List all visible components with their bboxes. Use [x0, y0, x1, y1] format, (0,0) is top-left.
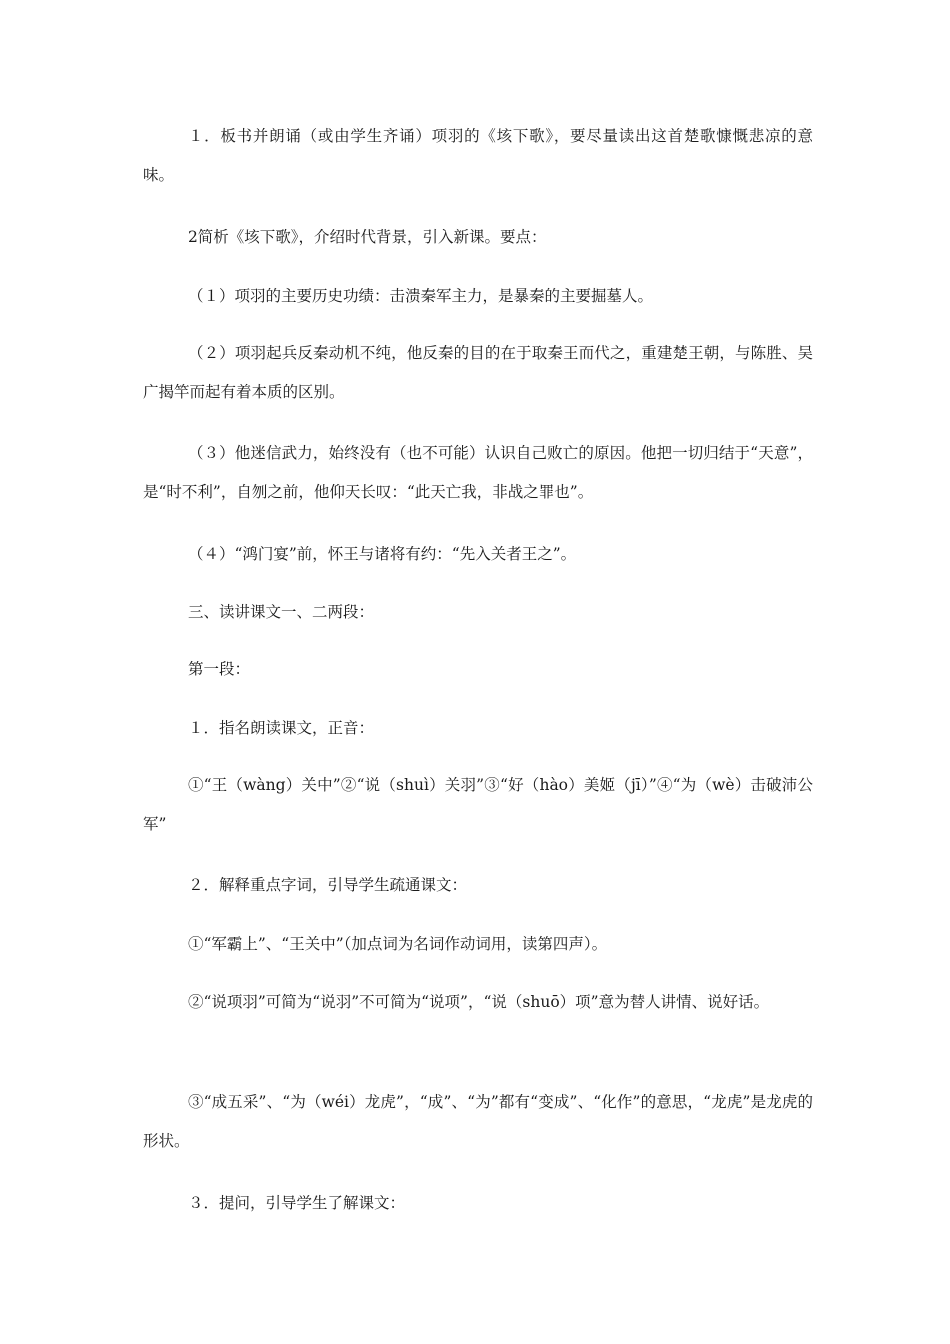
paragraph-4: （２）项羽起兵反秦动机不纯，他反秦的目的在于取秦王而代之，重建楚王朝，与陈胜、吴广揭竿而起有着本质的区别。 [143, 344, 813, 401]
paragraph-15: ３．提问，引导学生了解课文： [187, 1194, 405, 1212]
paragraph-10: ①“王（wàng）关中”②“说（shuì）关羽”③“好（hào）美姬（jī）”④“为（wè）击破沛公军” [143, 776, 813, 833]
paragraph-13: ②“说项羽”可简为“说羽”不可简为“说项”，“说（shuō）项”意为替人讲情、说好话。 [187, 993, 770, 1011]
subsection-heading: 第一段： [187, 660, 250, 678]
paragraph-6: （４）“鸿门宴”前，怀王与诸将有约：“先入关者王之”。 [187, 545, 577, 563]
paragraph-14: ③“成五采”、“为（wéi）龙虎”，“成”、“为”都有“变成”、“化作”的意思，“龙虎”是龙虎的形状。 [143, 1093, 813, 1150]
paragraph-9: １．指名朗读课文，正音： [187, 719, 374, 737]
paragraph-1: １．板书并朗诵（或由学生齐诵）项羽的《垓下歌》，要尽量读出这首楚歌慷慨悲凉的意味。 [143, 127, 813, 184]
paragraph-5: （３）他迷信武力，始终没有（也不可能）认识自己败亡的原因。他把一切归结于“天意”，是“时不利”，自刎之前，他仰天长叹：“此天亡我，非战之罪也”。 [143, 444, 813, 501]
paragraph-2: 2简析《垓下歌》，介绍时代背景，引入新课。要点： [187, 228, 547, 246]
paragraph-12: ①“军霸上”、“王关中”（加点词为名词作动词用，读第四声）。 [187, 935, 608, 953]
paragraph-11: ２．解释重点字词，引导学生疏通课文： [187, 876, 467, 894]
section-heading: 三、读讲课文一、二两段： [187, 603, 374, 621]
paragraph-3: （１）项羽的主要历史功绩：击溃秦军主力，是暴秦的主要掘墓人。 [187, 287, 653, 305]
